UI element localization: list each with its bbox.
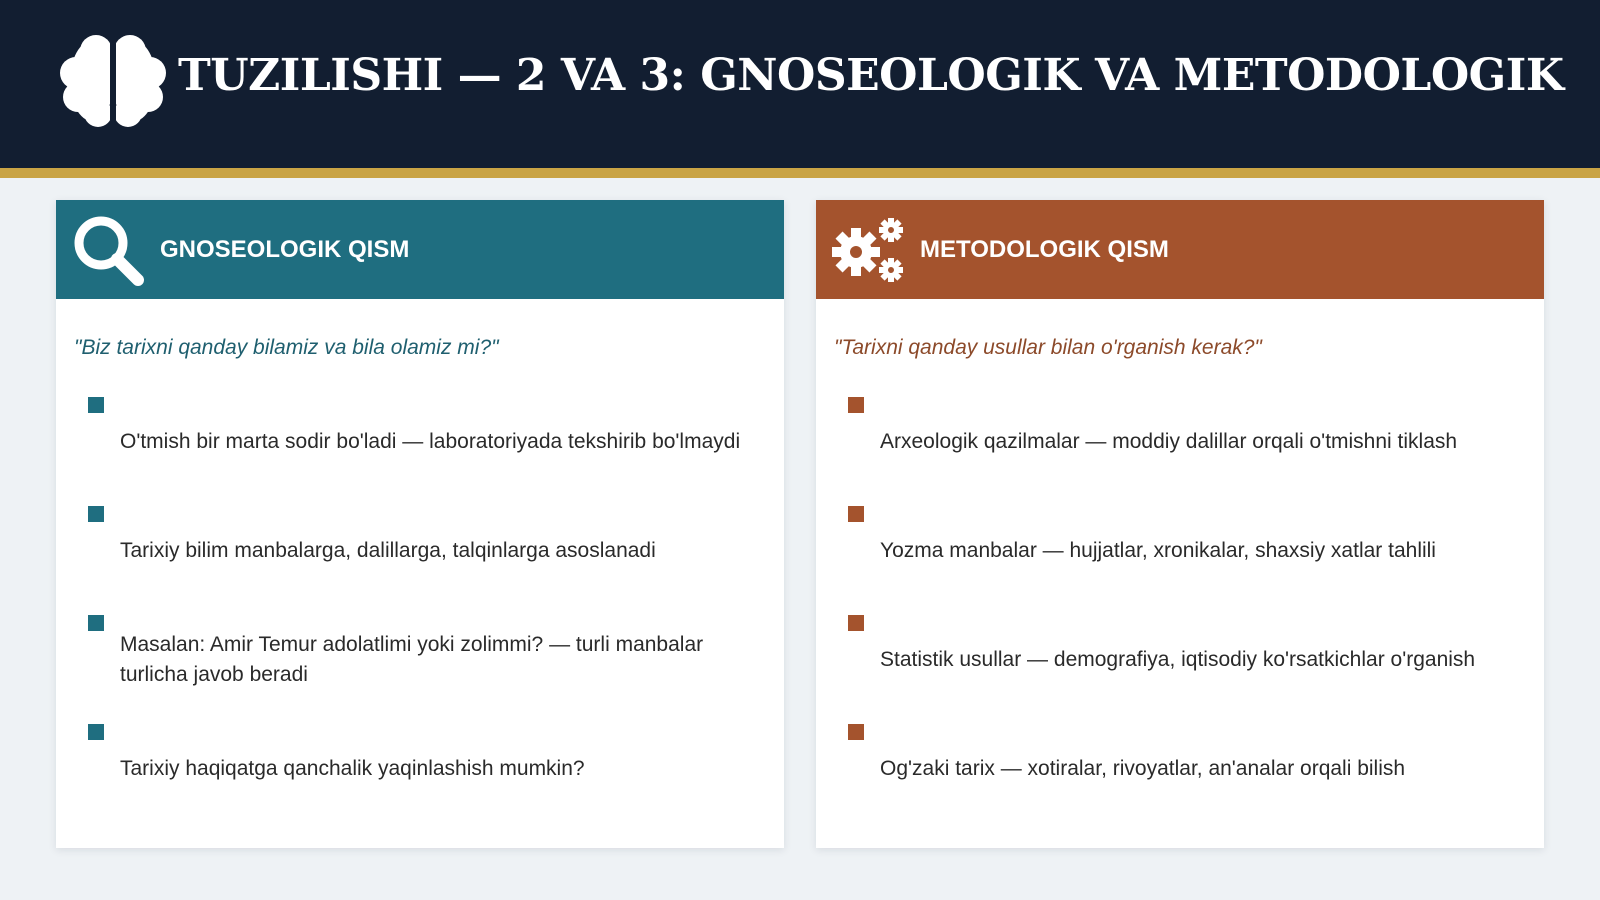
metodologik-card (816, 200, 1544, 848)
list-item (816, 606, 1544, 715)
bullet-square-icon (848, 397, 864, 413)
gnoseologik-card-header (56, 200, 784, 299)
list-item (816, 715, 1544, 824)
header (0, 0, 1600, 168)
list-item-text: Tarixiy haqiqatga qanchalik yaqinlashish mumkin? (120, 757, 585, 780)
list-item-text: Statistik usullar — demografiya, iqtisodiy ko'rsatkichlar o'rganish (880, 648, 1476, 671)
bullet-square-icon (848, 506, 864, 522)
metodologik-question: "Tarixni qanday usullar bilan o'rganish kerak?" (834, 336, 1262, 359)
list-item (56, 388, 784, 497)
bullet-square-icon (848, 724, 864, 740)
metodologik-list (816, 388, 1544, 824)
brain-icon (60, 33, 166, 129)
header-accent-bar (0, 168, 1600, 178)
gnoseologik-card (56, 200, 784, 848)
page-title: TUZILISHI — 2 VA 3: GNOSEOLOGIK VA METODOLOGIK (178, 50, 1564, 101)
list-item (56, 715, 784, 824)
list-item-text: Og'zaki tarix — xotiralar, rivoyatlar, an'analar orqali bilish (880, 757, 1406, 780)
gnoseologik-question: "Biz tarixni qanday bilamiz va bila olamiz mi?" (74, 336, 499, 359)
metodologik-card-header (816, 200, 1544, 299)
gnoseologik-card-title: GNOSEOLOGIK QISM (160, 236, 410, 263)
bullet-square-icon (88, 724, 104, 740)
list-item (816, 497, 1544, 606)
list-item-text: Tarixiy bilim manbalarga, dalillarga, talqinlarga asoslanadi (120, 539, 656, 562)
list-item-text: Arxeologik qazilmalar — moddiy dalillar orqali o'tmishni tiklash (880, 430, 1458, 453)
bullet-square-icon (88, 506, 104, 522)
bullet-square-icon (88, 615, 104, 631)
metodologik-card-title: METODOLOGIK QISM (920, 236, 1169, 263)
list-item (56, 606, 784, 715)
list-item-text: Masalan: Amir Temur adolatlimi yoki zolimmi? — turli manbalar turlicha javob beradi (120, 633, 704, 686)
list-item-text: O'tmish bir marta sodir bo'ladi — laboratoriyada tekshirib bo'lmaydi (120, 430, 741, 453)
magnifier-icon (70, 212, 146, 288)
bullet-square-icon (848, 615, 864, 631)
gears-icon (830, 212, 906, 288)
bullet-square-icon (88, 397, 104, 413)
list-item-text: Yozma manbalar — hujjatlar, xronikalar, shaxsiy xatlar tahlili (880, 539, 1436, 562)
list-item (816, 388, 1544, 497)
gnoseologik-list (56, 388, 784, 824)
list-item (56, 497, 784, 606)
